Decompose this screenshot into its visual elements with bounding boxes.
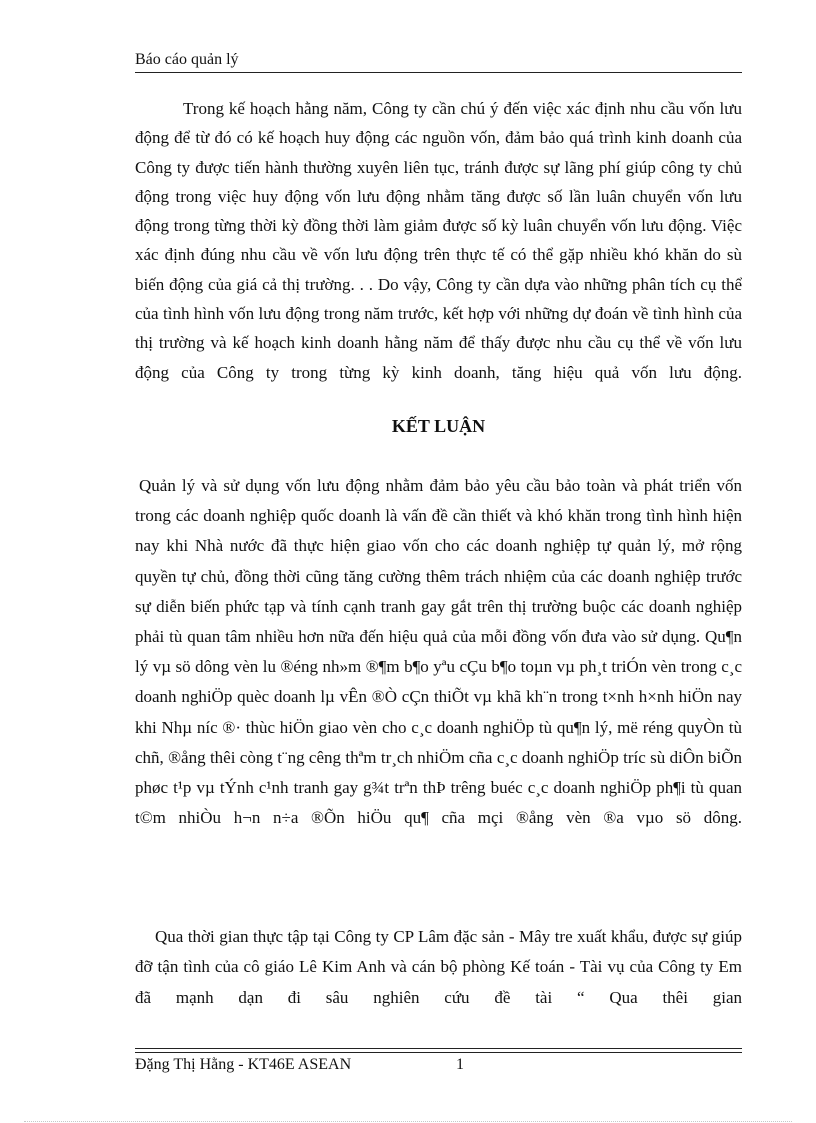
footer-author: Đặng Thị Hằng - KT46E ASEAN (135, 1056, 352, 1073)
page-number: 1 (456, 1056, 464, 1073)
page-header (135, 50, 742, 73)
paragraph-conclusion: Quản lý và sử dụng vốn lưu động nhằm đảm bảo yêu cầu bảo toàn và phát triển vốn trong các doanh nghiệp quốc doanh là vấn đề cần thiết và khó khăn trong tình hình hiện nay khi Nhà nước đã thực hiện giao vốn cho các doanh nghiệp tự quản lý, mở rộng quyền tự chủ, đồng thời cũng tăng cường thêm trách nhiệm của các doanh nghiệp trước sự diễn biến phức tạp và tính cạnh tranh gay gắt trên thị trường buộc các doanh nghiệp phải tù quan tâm nhiều hơn nữa đến hiệu quả của mỗi đồng vốn đưa vào sử dụng. Qu¶n lý vµ sö dông vèn lu ®éng nh»m ®¶m b¶o yªu cÇu b¶o toµn vµ ph¸t triÓn vèn trong c¸c doanh nghiÖp quèc doanh lµ vÊn ®Ò cÇn thiÕt vµ khã kh¨n trong t×nh h×nh hiÖn nay khi Nhµ níc ®· thùc hiÖn giao vèn cho c¸c doanh nghiÖp tù qu¶n lý, më réng quyÒn tù chñ, ®ång thêi còng t¨ng cêng thªm tr¸ch nhiÖm cña c¸c doanh nghiÖp tríc sù diÔn biÕn phøc t¹p vµ tÝnh c¹nh tranh gay g¾t trªn thÞ trêng buéc c¸c doanh nghiÖp ph¶i tù quan t©m nhiÒu h¬n n÷a ®Õn hiÖu qu¶ cña mçi ®ång vèn ®a vµo sö dông. (135, 476, 742, 828)
header-title: Báo cáo quản lý (135, 51, 239, 68)
paragraph-internship: Qua thời gian thực tập tại Công ty CP Lâm đặc sản - Mây tre xuất khẩu, được sự giúp đỡ tận tình của cô giáo Lê Kim Anh và cán bộ phòng Kế toán - Tài vụ của Công ty Em đã mạnh dạn đi sâu nghiên cứu đề tài “ Qua thêi gian (135, 927, 742, 1007)
section-heading-conclusion: KẾT LUẬN (391, 416, 486, 436)
footer-divider (135, 1048, 742, 1053)
page-bottom-edge (24, 1121, 792, 1122)
paragraph-working-capital-plan: Trong kế hoạch hằng năm, Công ty cần chú ý đến việc xác định nhu cầu vốn lưu động để từ đó có kế hoạch huy động các nguồn vốn, đảm bảo quá trình kinh doanh của Công ty được tiến hành thường xuyên liên tục, tránh được sự lãng phí giúp công ty chủ động trong việc huy động vốn lưu động nhằm tăng được số lần luân chuyển vốn lưu động trong từng thời kỳ đồng thời làm giảm được số kỳ luân chuyển vốn lưu động. Việc xác định đúng nhu cầu về vốn lưu động trên thực tế có thể gặp nhiều khó khăn do sù biến động của giá cả thị trường. . . Do vậy, Công ty cần dựa vào những phân tích cụ thể của tình hình vốn lưu động trong năm trước, kết hợp với những dự đoán về tình hình của thị trường và kế hoạch kinh doanh hằng năm để thấy được nhu cầu cụ thể về vốn lưu động của Công ty trong từng kỳ kinh doanh, tăng hiệu quả vốn lưu động. (135, 99, 742, 382)
